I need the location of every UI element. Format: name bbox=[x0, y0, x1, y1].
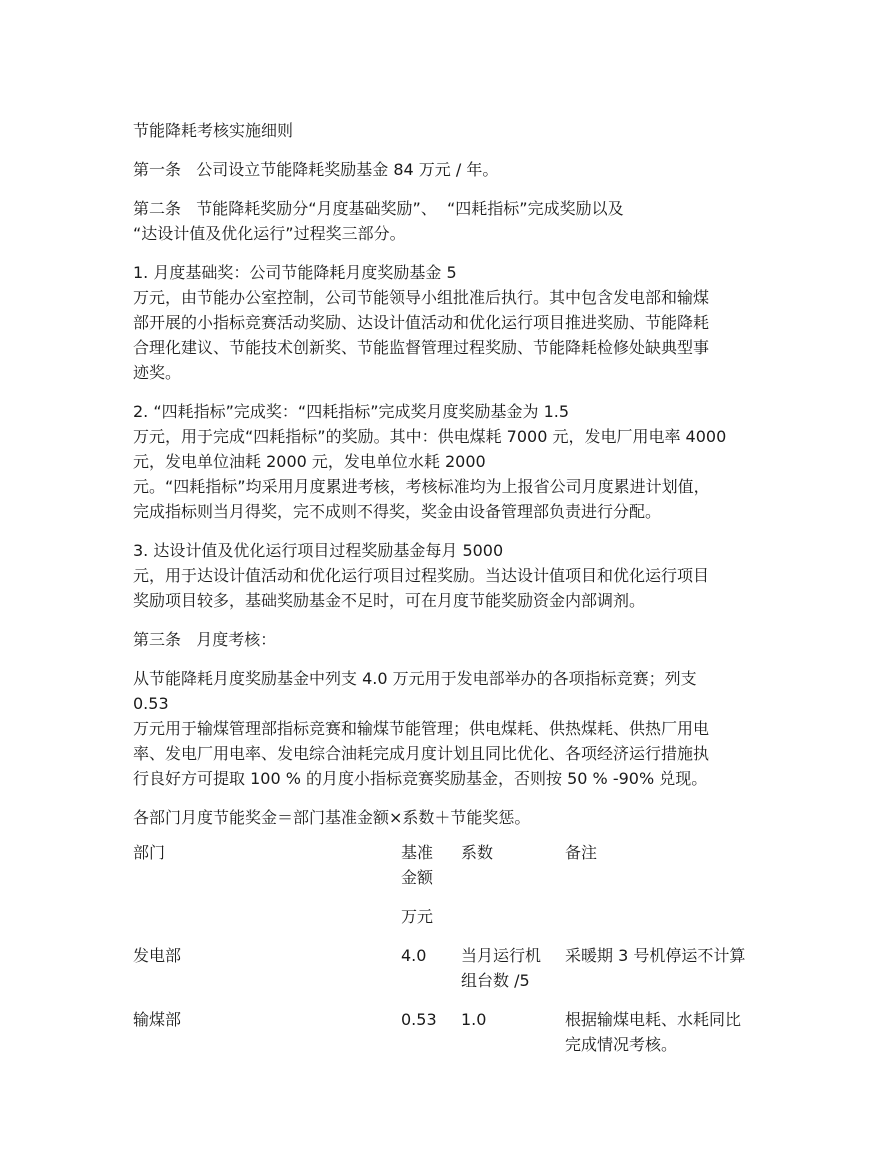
header-remarks: 备注 bbox=[565, 843, 598, 862]
table-unit-row bbox=[133, 904, 765, 943]
department-bonus-table bbox=[133, 840, 765, 1057]
item-2-line: 万元，用于完成“四耗指标”的奖励。其中：供电煤耗 7000 元，发电厂用电率 4000 bbox=[133, 427, 727, 446]
article-2-line: “达设计值及优化运行”过程奖三部分。 bbox=[133, 224, 406, 243]
row-coef: 当月运行机 组台数 /5 bbox=[461, 946, 542, 990]
article-2-line: 第二条 节能降耗奖励分“月度基础奖励”、 “四耗指标”完成奖励以及 bbox=[133, 199, 624, 218]
row-note: 根据输煤电耗、水耗同比 完成情况考核。 bbox=[565, 1010, 742, 1054]
header-dept: 部门 bbox=[133, 843, 166, 862]
item-1-line: 万元，由节能办公室控制，公司节能领导小组批准后执行。其中包含发电部和输煤 bbox=[133, 288, 710, 307]
table-row bbox=[133, 1007, 765, 1057]
row-dept: 发电部 bbox=[133, 946, 182, 965]
row-base: 4.0 bbox=[401, 946, 427, 965]
article-3: 第三条 月度考核： bbox=[133, 630, 277, 649]
document-title: 节能降耗考核实施细则 bbox=[133, 121, 294, 140]
assessment-line: 率、发电厂用电率、发电综合油耗完成月度计划且同比优化、各项经济运行措施执 bbox=[133, 744, 710, 763]
assessment-line: 0.53 bbox=[133, 694, 169, 713]
unit-label: 万元 bbox=[401, 907, 434, 926]
row-note: 采暖期 3 号机停运不计算 bbox=[565, 946, 746, 965]
item-2-line: 完成指标则当月得奖，完不成则不得奖，奖金由设备管理部负责进行分配。 bbox=[133, 502, 662, 521]
assessment-line: 从节能降耗月度奖励基金中列支 4.0 万元用于发电部举办的各项指标竞赛；列支 bbox=[133, 669, 697, 688]
table-row bbox=[133, 943, 765, 1007]
item-1-line: 部开展的小指标竞赛活动奖励、达设计值活动和优化运行项目推进奖励、节能降耗 bbox=[133, 313, 710, 332]
item-2-line: 元。“四耗指标”均采用月度累进考核，考核标准均为上报省公司月度累进计划值， bbox=[133, 477, 710, 496]
row-coef: 1.0 bbox=[461, 1010, 487, 1029]
article-1: 第一条 公司设立节能降耗奖励基金 84 万元 / 年。 bbox=[133, 160, 499, 179]
assessment-line: 行良好方可提取 100 % 的月度小指标竞赛奖励基金，否则按 50 % -90% 兑现。 bbox=[133, 769, 708, 788]
item-3-line: 奖励项目较多，基础奖励基金不足时，可在月度节能奖励资金内部调剂。 bbox=[133, 591, 646, 610]
item-3-line: 元，用于达设计值活动和优化运行项目过程奖励。当达设计值项目和优化运行项目 bbox=[133, 566, 710, 585]
header-base-amount: 基准 金额 bbox=[401, 843, 434, 887]
table-header-row bbox=[133, 840, 765, 904]
item-2-four-indicators-award bbox=[133, 399, 765, 524]
item-2-line: 2. “四耗指标”完成奖：“四耗指标”完成奖月度奖励基金为 1.5 bbox=[133, 402, 570, 421]
document-body bbox=[133, 118, 765, 1057]
header-coefficient: 系数 bbox=[461, 843, 494, 862]
article-2 bbox=[133, 196, 765, 246]
item-1-line: 1. 月度基础奖：公司节能降耗月度奖励基金 5 bbox=[133, 263, 457, 282]
monthly-assessment-text bbox=[133, 666, 765, 791]
item-1-line: 合理化建议、节能技术创新奖、节能监督管理过程奖励、节能降耗检修处缺典型事 bbox=[133, 338, 710, 357]
item-3-line: 3. 达设计值及优化运行项目过程奖励基金每月 5000 bbox=[133, 541, 504, 560]
item-1-line: 迹奖。 bbox=[133, 363, 182, 382]
bonus-formula: 各部门月度节能奖金＝部门基准金额×系数＋节能奖惩。 bbox=[133, 808, 531, 827]
row-dept: 输煤部 bbox=[133, 1010, 182, 1029]
item-1-monthly-base-award bbox=[133, 260, 765, 385]
item-2-line: 元，发电单位油耗 2000 元，发电单位水耗 2000 bbox=[133, 452, 486, 471]
item-3-process-award bbox=[133, 538, 765, 613]
assessment-line: 万元用于输煤管理部指标竞赛和输煤节能管理；供电煤耗、供热煤耗、供热厂用电 bbox=[133, 719, 710, 738]
row-base: 0.53 bbox=[401, 1010, 437, 1029]
